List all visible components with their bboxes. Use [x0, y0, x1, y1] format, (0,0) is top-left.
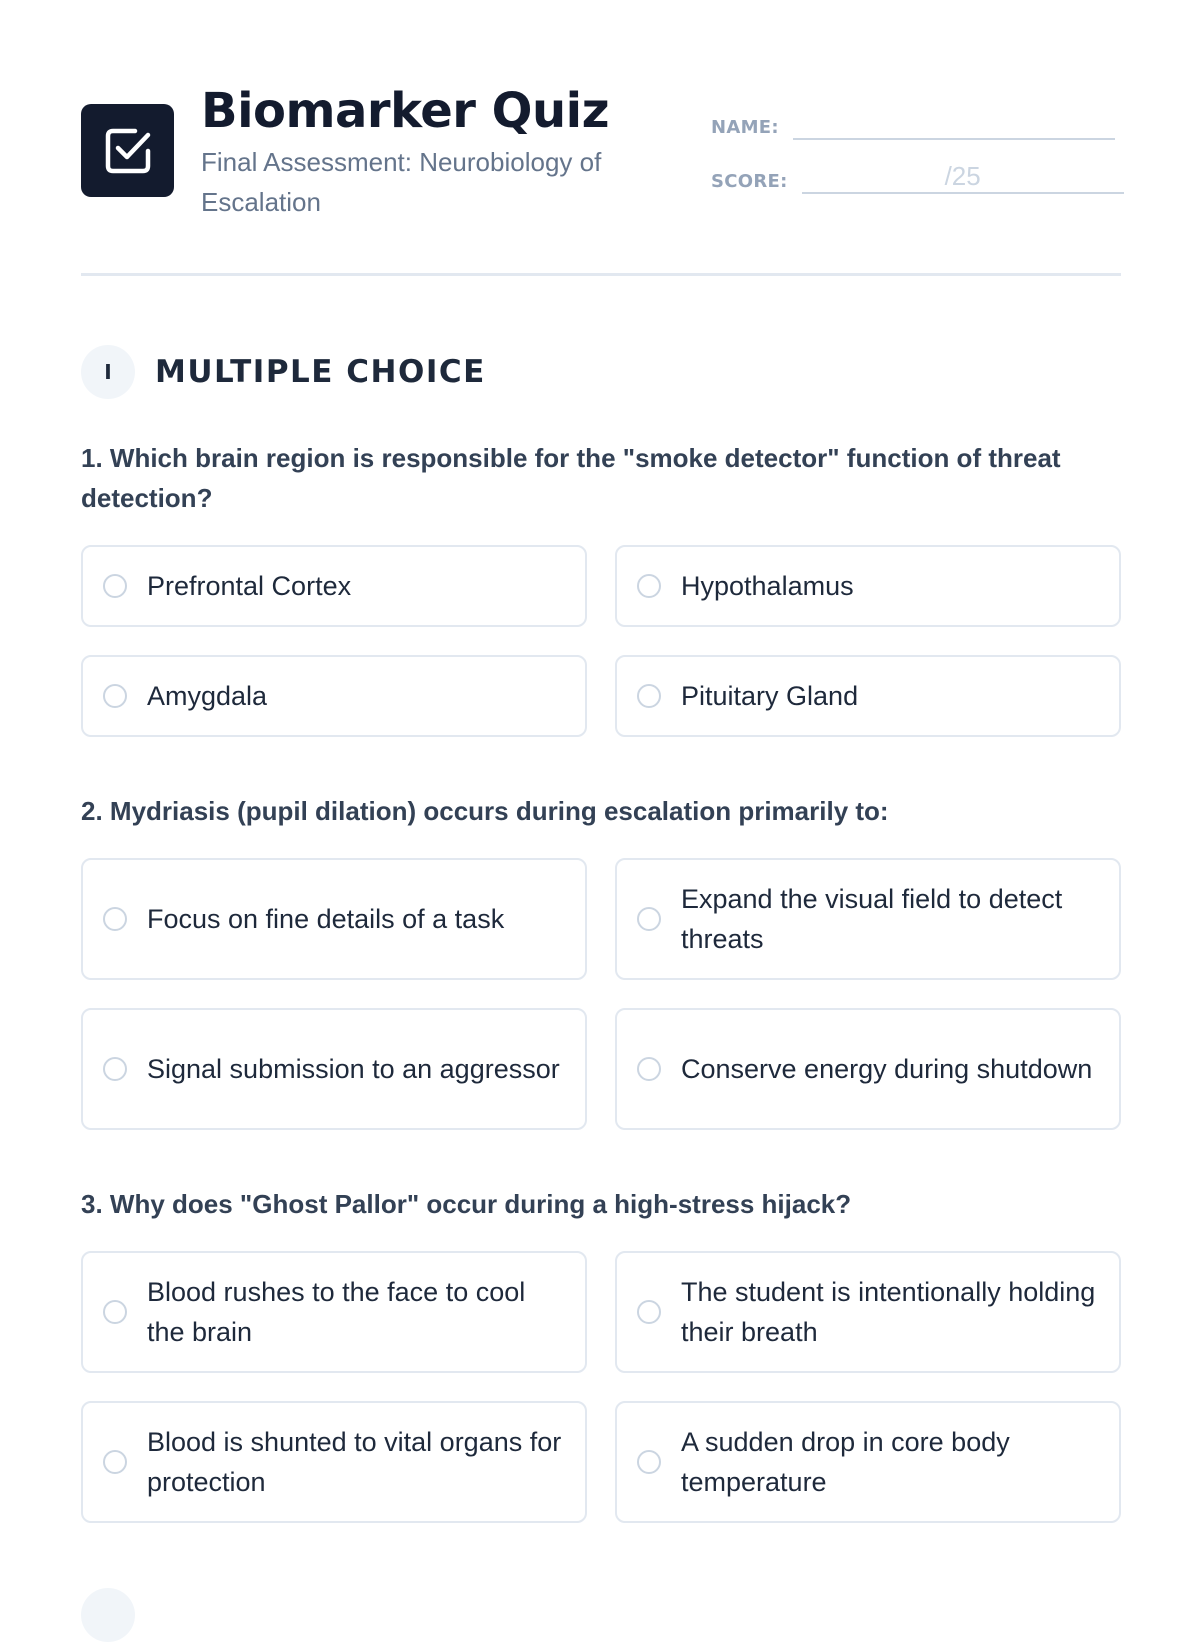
question-2-options	[81, 858, 1121, 1130]
option-label: Pituitary Gland	[681, 681, 859, 711]
next-section-numeral	[81, 1588, 135, 1642]
score-input-line[interactable]	[802, 160, 1124, 194]
radio-button[interactable]	[637, 574, 661, 598]
radio-button[interactable]	[637, 1300, 661, 1324]
answer-option[interactable]	[615, 545, 1121, 627]
answer-option[interactable]	[615, 1008, 1121, 1130]
option-label: Hypothalamus	[681, 571, 854, 601]
radio-button[interactable]	[637, 907, 661, 931]
question-1	[81, 438, 1121, 518]
question-2	[81, 791, 1121, 831]
answer-option[interactable]	[615, 655, 1121, 737]
radio-button[interactable]	[637, 1057, 661, 1081]
quiz-logo	[81, 104, 174, 197]
radio-button[interactable]	[637, 684, 661, 708]
option-label: The student is intentionally holding their breath	[681, 1277, 1096, 1347]
option-label: Focus on fine details of a task	[147, 904, 505, 934]
name-input-line[interactable]	[793, 106, 1115, 140]
page-subtitle: Final Assessment: Neurobiology of Escalation	[201, 147, 602, 217]
radio-button[interactable]	[637, 1450, 661, 1474]
option-label: Blood rushes to the face to cool the brain	[147, 1277, 526, 1347]
radio-button[interactable]	[103, 574, 127, 598]
checkbox-check-icon	[103, 126, 153, 176]
question-3	[81, 1184, 1121, 1224]
radio-button[interactable]	[103, 1057, 127, 1081]
answer-option[interactable]	[81, 1008, 587, 1130]
option-label: Expand the visual field to detect threats	[681, 884, 1063, 954]
answer-option[interactable]	[81, 655, 587, 737]
answer-option[interactable]	[615, 1251, 1121, 1373]
score-max: /25	[944, 161, 981, 191]
radio-button[interactable]	[103, 1450, 127, 1474]
option-label: Prefrontal Cortex	[147, 571, 352, 601]
question-3-options	[81, 1251, 1121, 1523]
section-title: MULTIPLE CHOICE	[155, 354, 486, 390]
answer-option[interactable]	[615, 1401, 1121, 1523]
option-label: Conserve energy during shutdown	[681, 1054, 1093, 1084]
option-label: Amygdala	[147, 681, 268, 711]
answer-option[interactable]	[81, 1401, 587, 1523]
section-numeral: I	[81, 345, 135, 399]
header-divider	[81, 273, 1121, 276]
question-text: 3. Why does "Ghost Pallor" occur during a high-stress hijack?	[81, 1189, 852, 1219]
answer-option[interactable]	[81, 1251, 587, 1373]
name-label: NAME:	[711, 117, 779, 138]
question-1-options	[81, 545, 1121, 737]
radio-button[interactable]	[103, 684, 127, 708]
section-heading	[81, 345, 486, 399]
radio-button[interactable]	[103, 907, 127, 931]
radio-button[interactable]	[103, 1300, 127, 1324]
option-label: Signal submission to an aggressor	[147, 1054, 560, 1084]
quiz-header	[81, 82, 1121, 222]
question-text: 1. Which brain region is responsible for the "smoke detector" function of threat detection?	[81, 443, 1061, 513]
score-label: SCORE:	[711, 171, 788, 192]
answer-option[interactable]	[81, 858, 587, 980]
page-title: Biomarker Quiz	[201, 83, 610, 139]
name-field	[711, 106, 1115, 140]
option-label: Blood is shunted to vital organs for protection	[147, 1427, 562, 1497]
score-field	[711, 160, 1124, 194]
answer-option[interactable]	[615, 858, 1121, 980]
question-text: 2. Mydriasis (pupil dilation) occurs during escalation primarily to:	[81, 796, 889, 826]
option-label: A sudden drop in core body temperature	[681, 1427, 1010, 1497]
answer-option[interactable]	[81, 545, 587, 627]
